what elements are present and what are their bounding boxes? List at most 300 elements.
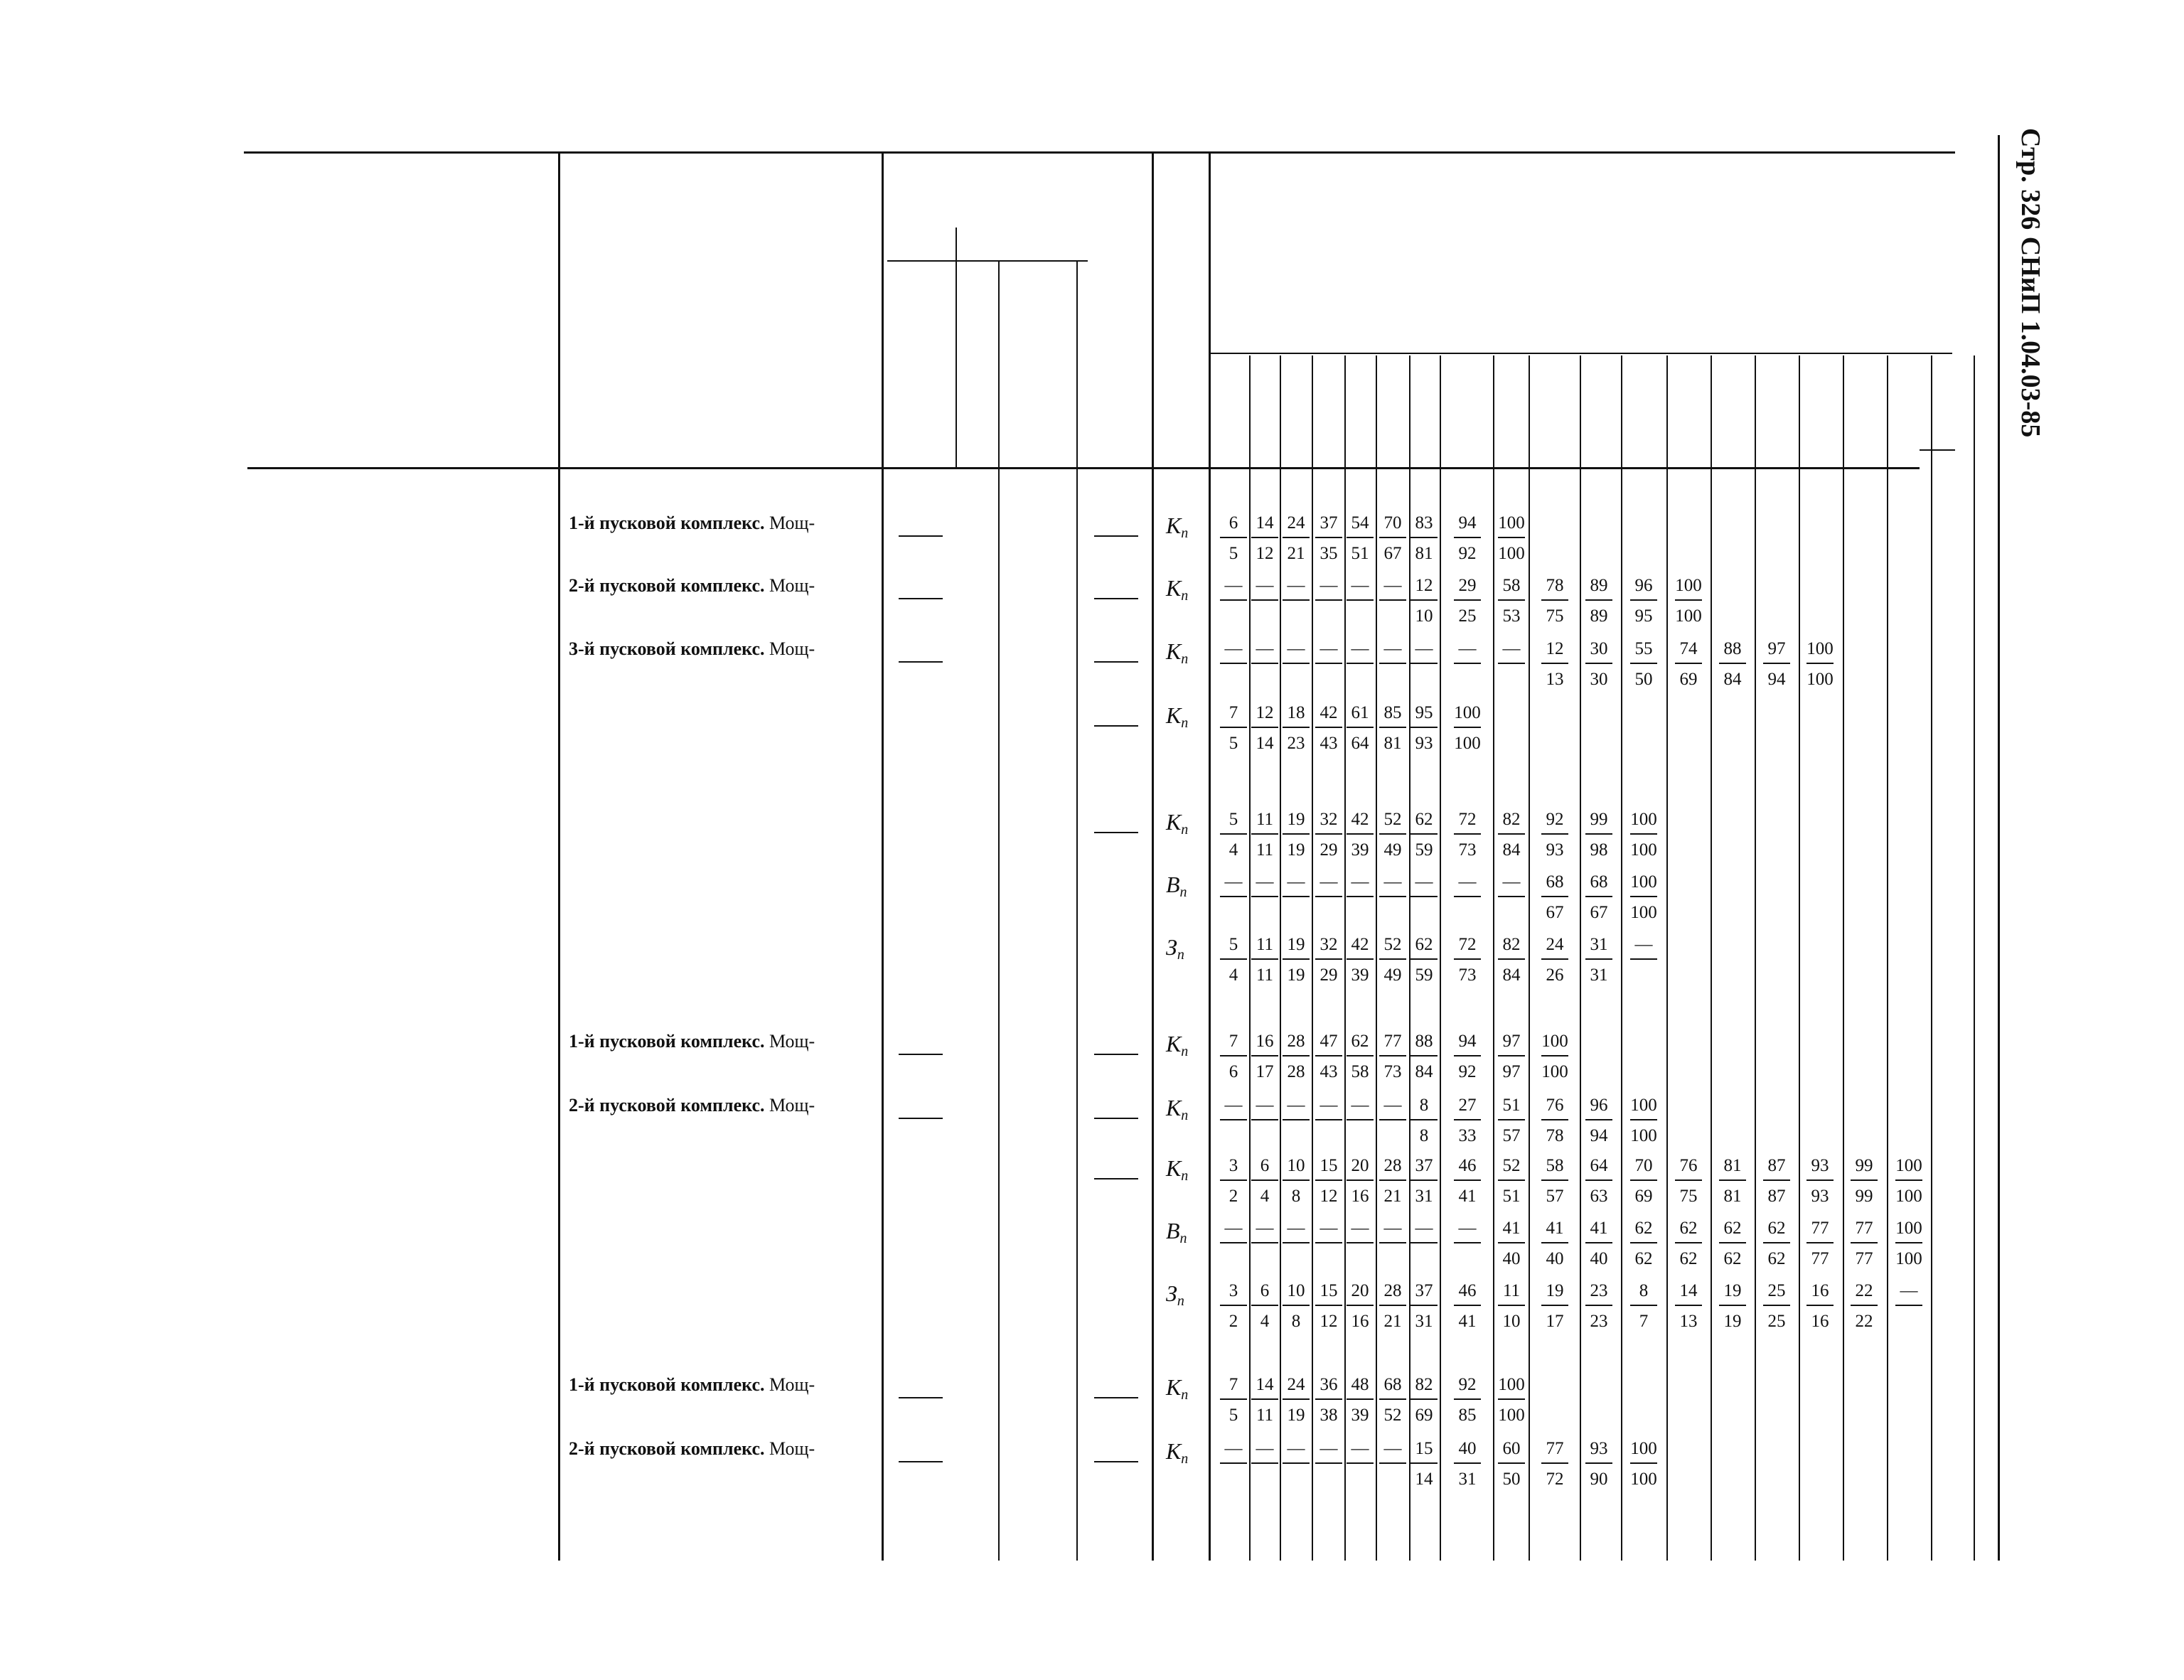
rule-line (1806, 663, 1834, 664)
quarter-value: 69 (1415, 1406, 1433, 1425)
rule-line (1220, 1398, 1247, 1400)
rule-line (899, 1397, 943, 1398)
quarter-value: — (1224, 872, 1243, 892)
indicator-letter: К (1166, 1374, 1182, 1400)
quarter-value: 51 (1351, 544, 1369, 563)
quarter-value: 62 (1767, 1249, 1786, 1268)
quarter-value: 100 (1895, 1187, 1922, 1206)
rule-line (1094, 535, 1138, 537)
rule-line (887, 260, 1088, 262)
rule-line (1630, 1179, 1657, 1181)
quarter-value: 41 (1458, 1312, 1477, 1331)
quarter-value: — (1458, 639, 1477, 658)
rule-line (1410, 896, 1438, 897)
indicator-label (1166, 577, 1188, 603)
quarter-value: — (1383, 1439, 1402, 1458)
quarter-value: 26 (1546, 965, 1564, 985)
rule-line (1585, 599, 1612, 601)
rule-line (1630, 958, 1657, 960)
rule-line (1251, 727, 1278, 728)
rule-line (1220, 727, 1247, 728)
quarter-value: 11 (1502, 1281, 1521, 1300)
quarter-value: 17 (1546, 1312, 1564, 1331)
quarter-value: 78 (1546, 576, 1564, 595)
rule-line (1498, 833, 1525, 835)
rule-line (1220, 958, 1247, 960)
rule-line (1630, 1242, 1657, 1243)
rule-line (1585, 1305, 1612, 1306)
quarter-value: 81 (1723, 1156, 1742, 1175)
rule-line (1315, 833, 1342, 835)
rule-line (1719, 1242, 1746, 1243)
quarter-value: 31 (1458, 1470, 1477, 1489)
indicator-label (1166, 1376, 1188, 1402)
rule-line (1220, 1305, 1247, 1306)
quarter-value: 43 (1320, 734, 1338, 753)
quarter-value: 64 (1590, 1156, 1608, 1175)
rule-line (1315, 599, 1342, 601)
quarter-value: — (1256, 1219, 1274, 1238)
quarter-value: 22 (1855, 1281, 1873, 1300)
rule-line (1498, 1179, 1525, 1181)
quarter-value: 38 (1320, 1406, 1338, 1425)
char-text: Мощ- (764, 575, 815, 596)
quarter-value: 14 (1415, 1470, 1433, 1489)
indicator-subscript: п (1181, 822, 1189, 838)
quarter-value: — (1320, 1219, 1338, 1238)
quarter-value: — (1502, 872, 1521, 892)
quarter-value: — (1351, 1096, 1369, 1115)
rule-line (1251, 1305, 1278, 1306)
quarter-value: 13 (1546, 670, 1564, 689)
indicator-subscript: п (1181, 1044, 1189, 1059)
quarter-value: 28 (1287, 1032, 1305, 1051)
rule-line (1379, 1305, 1406, 1306)
rule-line (1379, 1055, 1406, 1056)
rule-line (1454, 663, 1481, 664)
quarter-value: 94 (1767, 670, 1786, 689)
quarter-value: 73 (1458, 965, 1477, 985)
rule-line (1283, 727, 1310, 728)
quarter-value: 39 (1351, 840, 1369, 860)
quarter-value: — (1287, 1439, 1305, 1458)
indicator-letter: К (1166, 809, 1182, 835)
launch-complex-title: 3-й пусковой комплекс. (569, 638, 765, 659)
quarter-value: 100 (1454, 734, 1481, 753)
quarter-value: 81 (1415, 544, 1433, 563)
quarter-value: 92 (1458, 544, 1477, 563)
rule-line (1315, 1119, 1342, 1120)
column-divider (1843, 355, 1844, 1561)
indicator-letter: З (1166, 1280, 1177, 1306)
rule-line (1283, 1119, 1310, 1120)
page-header: Стр. 326 СНиП 1.04.03-85 (2016, 128, 2045, 438)
quarter-value: 14 (1256, 734, 1274, 753)
rule-line (1630, 663, 1657, 664)
quarter-value: 77 (1811, 1219, 1829, 1238)
rule-line (1541, 663, 1568, 664)
rule-line (1283, 1305, 1310, 1306)
quarter-value: 11 (1256, 1406, 1274, 1425)
rule-line (1283, 1398, 1310, 1400)
rule-line (1719, 1179, 1746, 1181)
launch-complex-title: 2-й пусковой комплекс. (569, 1438, 765, 1459)
quarter-value: 13 (1679, 1312, 1698, 1331)
rule-line (1454, 1179, 1481, 1181)
quarter-value: 12 (1256, 703, 1274, 722)
quarter-value: 15 (1320, 1281, 1338, 1300)
indicator-label (1166, 1219, 1187, 1246)
launch-complex-title: 1-й пусковой комплекс. (569, 513, 765, 533)
column-divider (1529, 355, 1530, 1561)
rule-line (1283, 663, 1310, 664)
rule-line (1541, 1305, 1568, 1306)
quarter-value: 50 (1502, 1470, 1521, 1489)
quarter-value: 41 (1546, 1219, 1564, 1238)
quarter-value: 68 (1546, 872, 1564, 892)
quarter-value: 49 (1383, 840, 1402, 860)
rule-line (1283, 896, 1310, 897)
rule-line (1630, 1119, 1657, 1120)
rule-line (1454, 896, 1481, 897)
column-divider (1711, 355, 1712, 1561)
quarter-value: 10 (1502, 1312, 1521, 1331)
rule-line (1410, 1398, 1438, 1400)
rule-line (1251, 599, 1278, 601)
quarter-value: 100 (1498, 544, 1525, 563)
rule-line (1630, 833, 1657, 835)
rule-line (1347, 727, 1374, 728)
quarter-value: 29 (1320, 840, 1338, 860)
rule-line (1920, 449, 1955, 451)
rule-line (1763, 663, 1790, 664)
rule-line (1851, 1242, 1878, 1243)
rule-line (1675, 1305, 1702, 1306)
indicator-label (1166, 1440, 1188, 1466)
quarter-value: 27 (1458, 1096, 1477, 1115)
quarter-value: 29 (1458, 576, 1477, 595)
quarter-value: — (1383, 1096, 1402, 1115)
quarter-value: — (1256, 576, 1274, 595)
rule-line (1498, 958, 1525, 960)
quarter-value: 97 (1767, 639, 1786, 658)
quarter-value: 4 (1260, 1312, 1270, 1331)
quarter-value: 5 (1228, 810, 1238, 829)
rule-line (1315, 727, 1342, 728)
indicator-subscript: п (1181, 651, 1189, 667)
rule-line (1585, 1179, 1612, 1181)
quarter-value: 6 (1260, 1281, 1270, 1300)
quarter-value: 62 (1415, 810, 1433, 829)
quarter-value: 37 (1415, 1281, 1433, 1300)
rule-line (1541, 1462, 1568, 1464)
quarter-value: 93 (1811, 1187, 1829, 1206)
quarter-value: 16 (1811, 1312, 1829, 1331)
quarter-value: — (1351, 576, 1369, 595)
quarter-value: 11 (1256, 935, 1274, 954)
quarter-value: 21 (1383, 1187, 1402, 1206)
quarter-value: — (1383, 639, 1402, 658)
rule-line (1379, 1179, 1406, 1181)
column-divider (1621, 355, 1622, 1561)
rule-line (1454, 537, 1481, 538)
indicator-label (1166, 1282, 1184, 1308)
quarter-value: — (1415, 872, 1433, 892)
rule-line (1585, 1462, 1612, 1464)
quarter-value: — (1634, 935, 1653, 954)
rule-line (1585, 1242, 1612, 1243)
rule-line (1347, 663, 1374, 664)
quarter-value: 47 (1320, 1032, 1338, 1051)
rule-line (1251, 958, 1278, 960)
quarter-value: 19 (1287, 1406, 1305, 1425)
indicator-letter: В (1166, 872, 1180, 897)
quarter-value: 85 (1383, 703, 1402, 722)
rule-line (1315, 1179, 1342, 1181)
rule-line (1541, 599, 1568, 601)
indicator-letter: К (1166, 1438, 1182, 1464)
quarter-value: — (1224, 1219, 1243, 1238)
column-divider (1887, 355, 1888, 1561)
column-divider (882, 151, 884, 1561)
quarter-value: 31 (1415, 1187, 1433, 1206)
rule-line (1220, 1055, 1247, 1056)
char-title-line (569, 1032, 815, 1051)
indicator-letter: В (1166, 1218, 1180, 1243)
rule-line (1585, 663, 1612, 664)
rule-line (1220, 833, 1247, 835)
indicator-label (1166, 1032, 1188, 1059)
quarter-value: 19 (1546, 1281, 1564, 1300)
quarter-value: — (1458, 872, 1477, 892)
column-divider (1755, 355, 1756, 1561)
quarter-value: 39 (1351, 1406, 1369, 1425)
quarter-value: — (1287, 639, 1305, 658)
rule-line (1094, 832, 1138, 833)
char-title-line (569, 1376, 815, 1394)
quarter-value: 30 (1590, 639, 1608, 658)
quarter-value: — (1900, 1281, 1918, 1300)
rule-line (1895, 1179, 1922, 1181)
quarter-value: 73 (1458, 840, 1477, 860)
quarter-value: 52 (1383, 1406, 1402, 1425)
quarter-value: — (1415, 1219, 1433, 1238)
rule-line (899, 598, 943, 599)
quarter-value: 77 (1855, 1219, 1873, 1238)
quarter-value: 2 (1228, 1312, 1238, 1331)
quarter-value: — (1224, 1096, 1243, 1115)
rule-line (1454, 727, 1481, 728)
quarter-value: 99 (1855, 1156, 1873, 1175)
indicator-letter: К (1166, 638, 1182, 664)
rule-line (1410, 1119, 1438, 1120)
column-divider (1493, 355, 1494, 1561)
rule-line (899, 535, 943, 537)
rule-line (1251, 1055, 1278, 1056)
quarter-value: 7 (1228, 1032, 1238, 1051)
quarter-value: 100 (1498, 1406, 1525, 1425)
rule-line (1283, 1242, 1310, 1243)
indicator-subscript: п (1177, 947, 1184, 963)
quarter-value: — (1224, 639, 1243, 658)
quarter-value: — (1320, 1439, 1338, 1458)
quarter-value: 6 (1228, 513, 1238, 533)
quarter-value: — (1224, 576, 1243, 595)
quarter-value: 64 (1351, 734, 1369, 753)
quarter-value: 11 (1256, 840, 1274, 860)
quarter-value: 61 (1351, 703, 1369, 722)
rule-line (1220, 1179, 1247, 1181)
rule-line (1410, 727, 1438, 728)
quarter-value: 57 (1546, 1187, 1564, 1206)
char-text: Мощ- (764, 1031, 815, 1052)
rule-line (1675, 663, 1702, 664)
quarter-value: 58 (1351, 1062, 1369, 1081)
quarter-value: 82 (1502, 935, 1521, 954)
rule-line (1454, 958, 1481, 960)
rule-line (1675, 1179, 1702, 1181)
quarter-value: 24 (1287, 1375, 1305, 1394)
column-divider (1152, 151, 1154, 1561)
rule-line (1895, 1305, 1922, 1306)
quarter-value: 69 (1679, 670, 1698, 689)
quarter-value: 37 (1415, 1156, 1433, 1175)
quarter-value: — (1320, 576, 1338, 595)
quarter-value: 53 (1502, 606, 1521, 626)
quarter-value: 82 (1415, 1375, 1433, 1394)
quarter-value: 23 (1590, 1312, 1608, 1331)
rule-line (1251, 1119, 1278, 1120)
rule-line (1315, 537, 1342, 538)
quarter-value: 10 (1415, 606, 1433, 626)
quarter-value: 96 (1634, 576, 1653, 595)
quarter-value: 70 (1383, 513, 1402, 533)
char-text: Мощ- (764, 638, 815, 659)
quarter-value: 100 (1630, 1126, 1657, 1145)
quarter-value: — (1351, 639, 1369, 658)
char-text: Мощ- (764, 1438, 815, 1459)
quarter-value: 8 (1291, 1312, 1301, 1331)
quarter-value: 58 (1546, 1156, 1564, 1175)
quarter-value: — (1287, 872, 1305, 892)
quarter-value: 52 (1383, 810, 1402, 829)
quarter-value: 97 (1502, 1032, 1521, 1051)
rule-line (1251, 1242, 1278, 1243)
indicator-letter: К (1166, 575, 1182, 601)
quarter-value: 8 (1639, 1281, 1649, 1300)
rule-line (1379, 1398, 1406, 1400)
quarter-value: 62 (1634, 1219, 1653, 1238)
quarter-value: 12 (1320, 1187, 1338, 1206)
quarter-value: 21 (1383, 1312, 1402, 1331)
quarter-value: 14 (1256, 1375, 1274, 1394)
quarter-value: 20 (1351, 1281, 1369, 1300)
rule-line (1220, 1119, 1247, 1120)
rule-line (1585, 958, 1612, 960)
indicator-subscript: п (1179, 884, 1187, 900)
char-title-line (569, 514, 815, 533)
rule-line (1347, 833, 1374, 835)
quarter-value: 84 (1415, 1062, 1433, 1081)
rule-line (1347, 1462, 1374, 1464)
column-divider (1580, 355, 1581, 1561)
quarter-value: 6 (1260, 1156, 1270, 1175)
quarter-value: 68 (1383, 1375, 1402, 1394)
column-divider (1998, 135, 2000, 1561)
rule-line (1283, 833, 1310, 835)
indicator-letter: К (1166, 513, 1182, 538)
quarter-value: 99 (1855, 1187, 1873, 1206)
quarter-value: 12 (1320, 1312, 1338, 1331)
quarter-value: 59 (1415, 965, 1433, 985)
quarter-value: 100 (1895, 1219, 1922, 1238)
quarter-value: 41 (1502, 1219, 1521, 1238)
quarter-value: 28 (1287, 1062, 1305, 1081)
indicator-letter: К (1166, 1095, 1182, 1120)
quarter-value: 100 (1541, 1062, 1568, 1081)
rule-line (1498, 1055, 1525, 1056)
quarter-value: 77 (1383, 1032, 1402, 1051)
indicator-letter: К (1166, 702, 1182, 728)
quarter-value: 30 (1590, 670, 1608, 689)
rule-line (1454, 1119, 1481, 1120)
quarter-value: 15 (1415, 1439, 1433, 1458)
quarter-value: — (1320, 639, 1338, 658)
rule-line (1220, 537, 1247, 538)
rule-line (1094, 598, 1138, 599)
quarter-value: 40 (1590, 1249, 1608, 1268)
quarter-value: 100 (1630, 1096, 1657, 1115)
rule-line (1347, 537, 1374, 538)
quarter-value: 95 (1634, 606, 1653, 626)
quarter-value: 98 (1590, 840, 1608, 860)
indicator-subscript: п (1181, 1387, 1189, 1403)
quarter-value: 19 (1287, 965, 1305, 985)
quarter-value: 76 (1679, 1156, 1698, 1175)
quarter-value: 100 (1895, 1156, 1922, 1175)
launch-complex-title: 2-й пусковой комплекс. (569, 575, 765, 596)
quarter-value: 69 (1634, 1187, 1653, 1206)
indicator-subscript: п (1177, 1293, 1184, 1309)
quarter-value: 74 (1679, 639, 1698, 658)
indicator-subscript: п (1181, 525, 1189, 541)
quarter-value: 7 (1228, 1375, 1238, 1394)
indicator-label (1166, 704, 1188, 730)
quarter-value: 39 (1351, 965, 1369, 985)
rule-line (1347, 1119, 1374, 1120)
quarter-value: 77 (1811, 1249, 1829, 1268)
quarter-value: 54 (1351, 513, 1369, 533)
quarter-value: 28 (1383, 1156, 1402, 1175)
quarter-value: 70 (1634, 1156, 1653, 1175)
indicator-label (1166, 514, 1188, 540)
quarter-value: 100 (1630, 840, 1657, 860)
quarter-value: 8 (1419, 1096, 1429, 1115)
rule-line (1541, 1055, 1568, 1056)
rule-line (899, 1118, 943, 1119)
quarter-value: — (1351, 1439, 1369, 1458)
char-text: Мощ- (764, 1095, 815, 1115)
quarter-value: — (1224, 1439, 1243, 1458)
rule-line (1410, 1462, 1438, 1464)
quarter-value: 14 (1679, 1281, 1698, 1300)
quarter-value: 37 (1320, 513, 1338, 533)
rule-line (1454, 1055, 1481, 1056)
quarter-value: 4 (1228, 965, 1238, 985)
quarter-value: 100 (1675, 576, 1702, 595)
quarter-value: 93 (1415, 734, 1433, 753)
quarter-value: 42 (1320, 703, 1338, 722)
